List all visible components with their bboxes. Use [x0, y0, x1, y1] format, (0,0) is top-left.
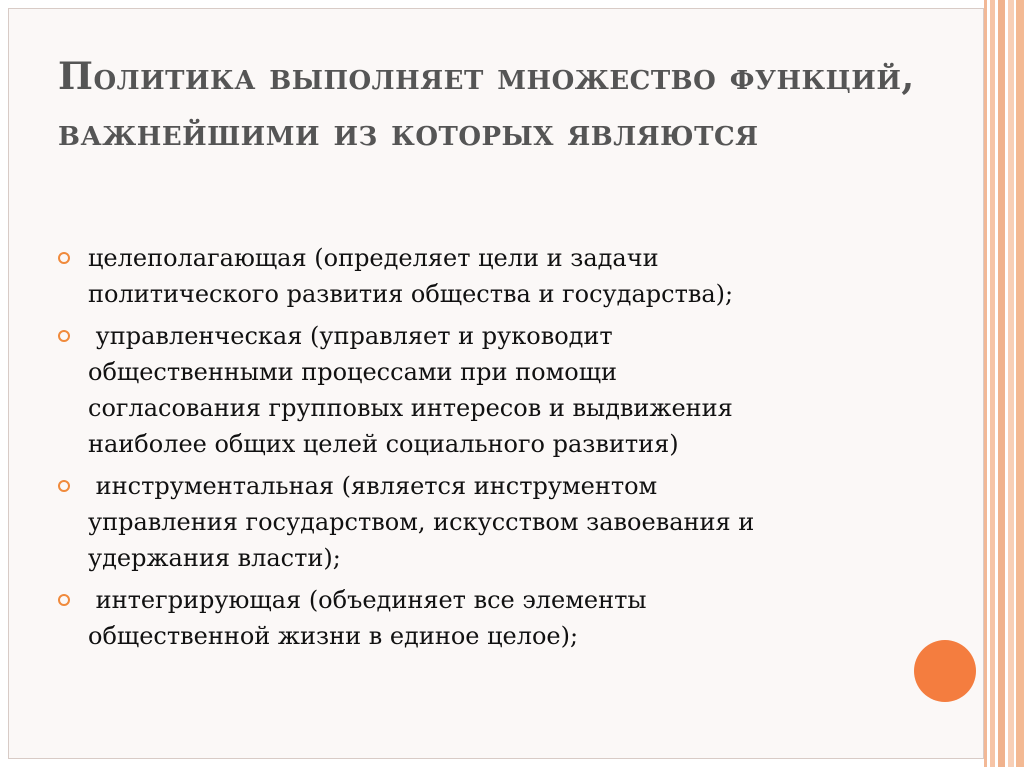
list-item-text: целеполагающая (определяет цели и задачи политического развития общества и государства);	[88, 244, 734, 308]
slide-title: Политика выполняет множество функций, важнейшими из которых являются	[58, 54, 915, 154]
list-item-text: инструментальная (является инструментом управления государством, искусством завоевания и удержания власти);	[88, 472, 755, 572]
decorative-stripes	[984, 0, 1024, 767]
list-item-text: управленческая (управляет и руководит общественными процессами при помощи согласования групповых интересов и выдвижения наиболее общих целей социального развития)	[88, 322, 733, 458]
bullet-icon	[58, 480, 70, 492]
stripe	[990, 0, 995, 767]
list-item	[58, 582, 928, 654]
decorative-circle	[914, 640, 976, 702]
list-item	[58, 318, 928, 462]
stripe	[984, 0, 987, 767]
stripe	[998, 0, 1005, 767]
stripe	[1008, 0, 1014, 767]
stripe	[1016, 0, 1024, 767]
bullet-icon	[58, 594, 70, 606]
bullet-icon	[58, 330, 70, 342]
list-item-text: интегрирующая (объединяет все элементы общественной жизни в единое целое);	[88, 586, 647, 650]
bullet-icon	[58, 252, 70, 264]
bullet-list	[58, 240, 928, 660]
list-item	[58, 468, 928, 576]
list-item	[58, 240, 928, 312]
